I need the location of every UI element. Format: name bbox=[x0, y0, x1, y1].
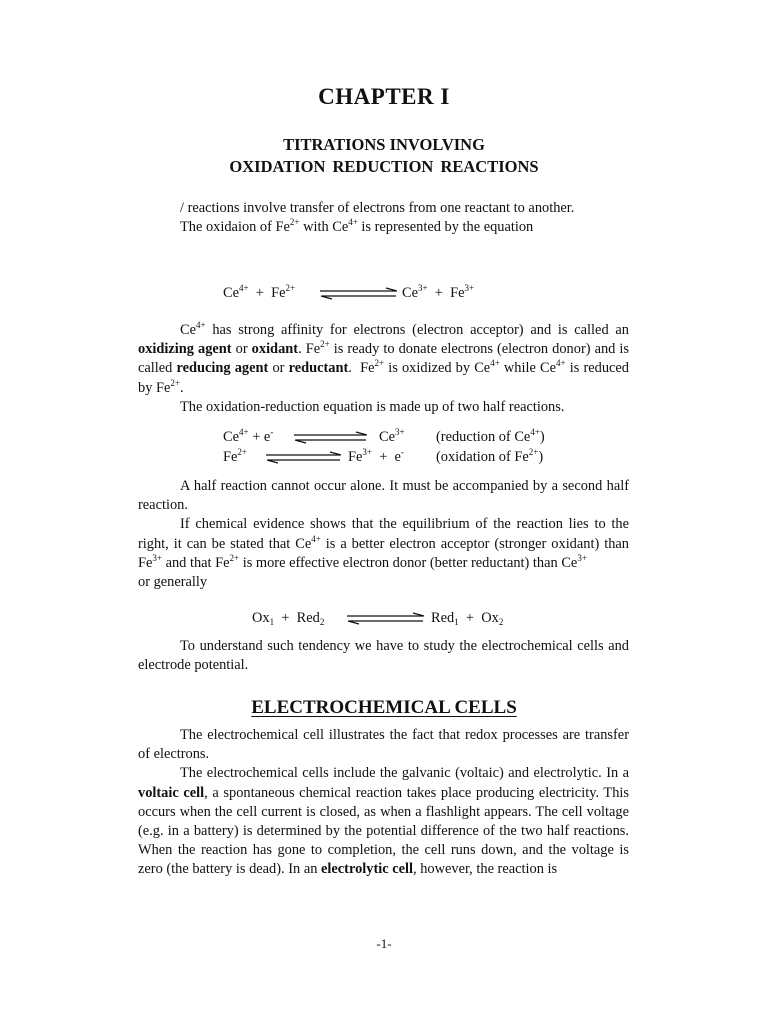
cells-paragraph-1: The electrochemical cell illustrates the fact that redox processes are transfer of electrons. bbox=[138, 727, 629, 763]
equilibrium-arrow bbox=[320, 287, 400, 301]
tendency-block bbox=[138, 637, 629, 675]
cells-paragraph-2: The electrochemical cells include the galvanic (voltaic) and electrolytic. In a voltaic cell, a spontaneous chemical reaction takes place producing electricity. This occurs when the cell current is closed, as when a flashlight appears. The cell voltage (e.g. in a battery) is determined by the potential difference of the two half reactions. When the reaction has gone to completion, the cell runs down, and the voltage is zero (the battery is dead). In an electrolytic cell, however, the reaction is bbox=[138, 765, 629, 878]
or-generally-text: or generally bbox=[138, 574, 208, 591]
tendency-paragraph: To understand such tendency we have to study the electrochemical cells and electrode potential. bbox=[138, 638, 629, 674]
chapter-subtitle-line2: OXIDATION REDUCTION REACTIONS bbox=[229, 157, 539, 176]
half-reaction-oxidation-note: (oxidation of $Fe^{2+}$) bbox=[436, 447, 544, 465]
intro-block bbox=[138, 199, 629, 237]
half-reaction-reduction-note: (reduction of $Ce^{4+}$) bbox=[436, 427, 545, 445]
general-equation-right: $Red_1 + Ox_2$ bbox=[431, 610, 504, 627]
half-reaction-reduction-right: $Ce^{3+}$ bbox=[379, 427, 405, 445]
general-equation-left: $Ox_1 + Red_2$ bbox=[252, 610, 325, 627]
equation-main-right: $Ce^{3+} + Fe^{3+}$ bbox=[402, 283, 475, 301]
oxidant-paragraph: $Ce^{4+}$ has strong affinity for electrons (electron acceptor) and is called an oxidizing agent or oxidant. $Fe^{2+}$ is ready to donate electrons (electron donor) and is called reducing agent or reductant. $Fe^{2+}$ is oxidized by $Ce^{4+}$ while $Ce^{4+}$ is reduced by $Fe^{2+}$. bbox=[138, 320, 629, 396]
chapter-title: CHAPTER I bbox=[318, 84, 450, 109]
equilibrium-paragraph: If chemical evidence shows that the equilibrium of the reaction lies to the right, it can be stated that $Ce^{4+}$ is a better electron acceptor (stronger oxidant) than $Fe^{3+}$ and that $Fe^{2+}$ is more effective electron donor (better reductant) than $Ce^{3+}$ bbox=[138, 516, 629, 571]
half-reaction-oxidation-right: $Fe^{3+} + e^-$ bbox=[348, 447, 404, 465]
equilibrium-block bbox=[138, 477, 629, 592]
equation-main-left: $Ce^{4+} + Fe^{2+}$ bbox=[223, 283, 296, 301]
half-reactions-intro: The oxidation-reduction equation is made up of two half reactions. bbox=[180, 398, 565, 415]
half-reaction-alone-paragraph: A half reaction cannot occur alone. It must be accompanied by a second half reaction. bbox=[138, 478, 629, 514]
equilibrium-arrow bbox=[294, 431, 370, 445]
intro-paragraph: / reactions involve transfer of electrons from one reactant to another. bbox=[180, 200, 575, 216]
page-number: -1- bbox=[376, 936, 392, 951]
oxidant-paragraph-block bbox=[138, 321, 629, 417]
section-heading: ELECTROCHEMICAL CELLS bbox=[251, 697, 517, 718]
half-reaction-reduction-left: $Ce^{4+} + e^-$ bbox=[223, 427, 274, 445]
cells-block bbox=[138, 726, 629, 880]
equilibrium-arrow bbox=[347, 612, 427, 626]
chapter-subtitle-line1: TITRATIONS INVOLVING bbox=[283, 135, 485, 154]
intro-equation-sentence: The oxidaion of $Fe^{2+}$ with $Ce^{4+}$ is represented by the equation bbox=[180, 217, 534, 236]
equilibrium-arrow bbox=[266, 451, 344, 465]
half-reaction-oxidation-left: $Fe^{2+}$ bbox=[223, 447, 247, 465]
